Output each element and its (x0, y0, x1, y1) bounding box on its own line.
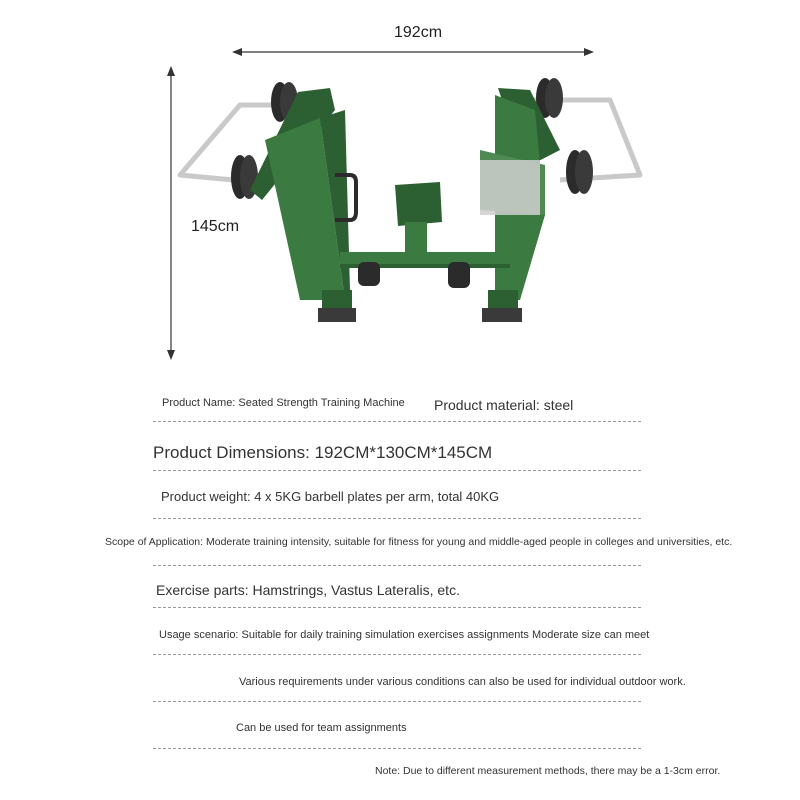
divider (153, 748, 641, 749)
divider (153, 565, 641, 566)
product-weight: Product weight: 4 x 5KG barbell plates per arm, total 40KG (161, 489, 500, 504)
product-material: Product material: steel (434, 397, 574, 413)
divider (153, 607, 641, 608)
divider (153, 654, 641, 655)
exercise-parts: Exercise parts: Hamstrings, Vastus Lateralis, etc. (156, 582, 460, 598)
usage-scenario-line3: Can be used for team assignments (236, 722, 407, 734)
divider (153, 518, 641, 519)
height-dimension-label: 145cm (191, 218, 240, 235)
usage-scenario: Usage scenario: Suitable for daily training simulation exercises assignments Moderate size can meet (159, 629, 650, 641)
usage-scenario-line2: Various requirements under various conditions can also be used for individual outdoor work. (239, 676, 686, 688)
product-name: Product Name: Seated Strength Training Machine (162, 397, 405, 409)
scope-of-application: Scope of Application: Moderate training intensity, suitable for fitness for young and middle-aged people in colleges and universities, etc. (105, 536, 733, 548)
width-dimension-label: 192cm (394, 24, 443, 41)
measurement-note: Note: Due to different measurement methods, there may be a 1-3cm error. (375, 765, 721, 777)
divider (153, 421, 641, 422)
product-dimensions: Product Dimensions: 192CM*130CM*145CM (153, 443, 493, 462)
divider (153, 470, 641, 471)
divider (153, 701, 641, 702)
